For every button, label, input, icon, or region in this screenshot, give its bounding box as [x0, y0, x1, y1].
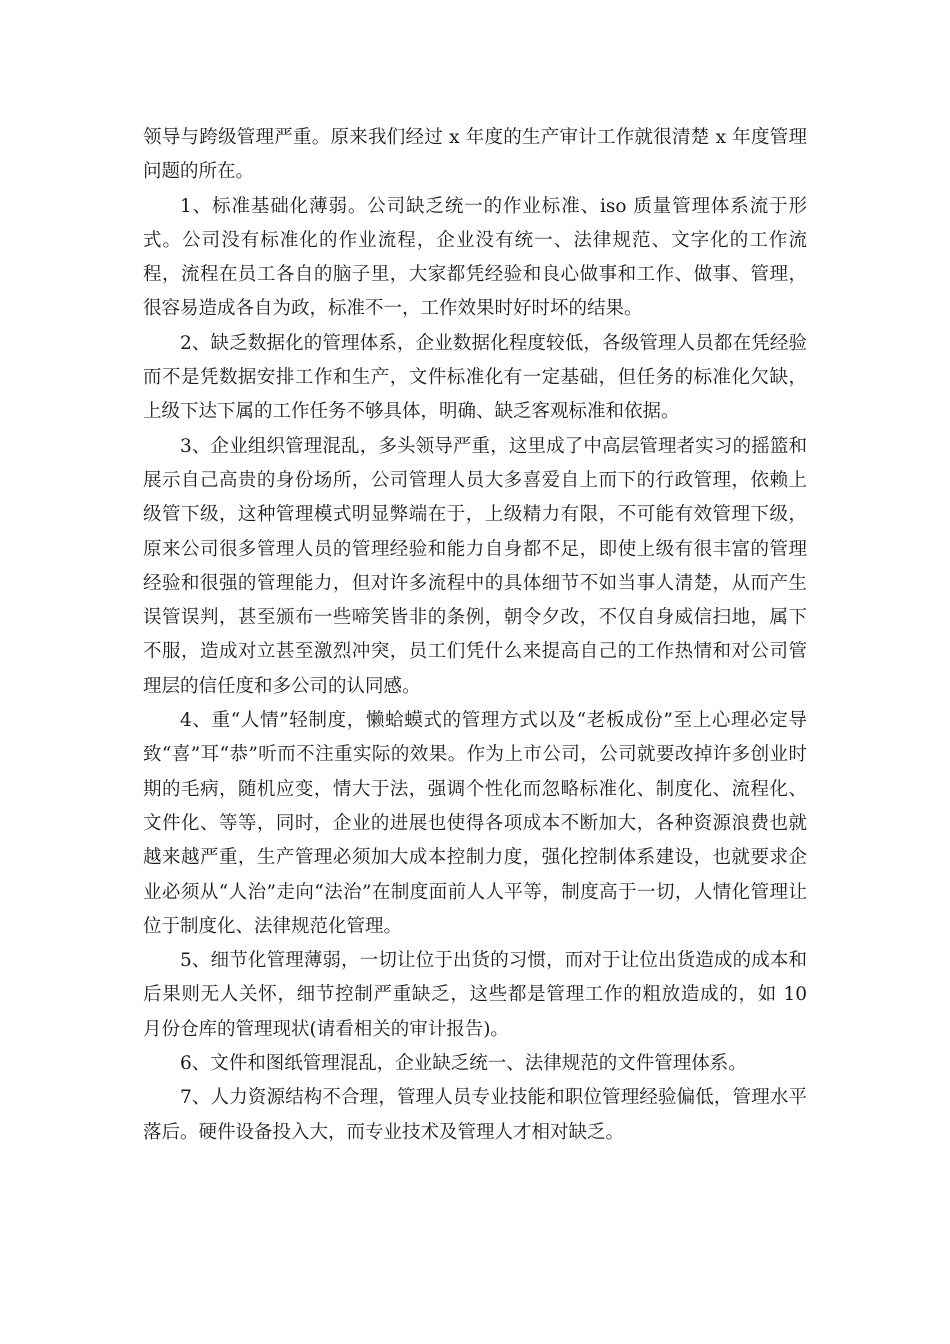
paragraph-item-2: 2、缺乏数据化的管理体系，企业数据化程度较低，各级管理人员都在凭经验而不是凭数据安排工作和生产，文件标准化有一定基础，但任务的标准化欠缺，上级下达下属的工作任务不够具体，明确、缺乏客观标准和依据。 — [143, 332, 807, 423]
paragraph-item-4: 4、重“人情”轻制度，懒蛤蟆式的管理方式以及“老板成份”至上心理必定导致“喜”耳“恭”听而不注重实际的效果。作为上市公司，公司就要改掉许多创业时期的毛病，随机应变，情大于法，强调个性化而忽略标准化、制度化、流程化、文件化、等等，同时，企业的进展也使得各项成本不断加大，各种资源浪费也就越来越严重，生产管理必须加大成本控制力度，强化控制体系建设，也就要求企业必须从“人治”走向“法治”在制度面前人人平等，制度高于一切，人情化管理让位于制度化、法律规范化管理。 — [143, 710, 807, 937]
paragraph-continuation: 领导与跨级管理严重。原来我们经过 x 年度的生产审计工作就很清楚 x 年度管理问题的所在。 — [143, 127, 807, 183]
paragraph-item-1: 1、标准基础化薄弱。公司缺乏统一的作业标准、iso 质量管理体系流于形式。公司没有标准化的作业流程，企业没有统一、法律规范、文字化的工作流程，流程在员工各自的脑子里，大家都凭经验和良心做事和工作、做事、管理，很容易造成各自为政，标准不一，工作效果时好时坏的结果。 — [143, 195, 807, 320]
document-body — [143, 121, 807, 1150]
paragraph-item-7: 7、人力资源结构不合理，管理人员专业技能和职位管理经验偏低，管理水平落后。硬件设备投入大，而专业技术及管理人才相对缺乏。 — [143, 1087, 807, 1143]
paragraph-item-5: 5、细节化管理薄弱，一切让位于出货的习惯，而对于让位出货造成的成本和后果则无人关怀，细节控制严重缺乏，这些都是管理工作的粗放造成的，如 10 月份仓库的管理现状(请看相关的审计报告)。 — [143, 950, 807, 1040]
paragraph-item-6: 6、文件和图纸管理混乱，企业缺乏统一、法律规范的文件管理体系。 — [180, 1053, 747, 1075]
paragraph-item-3: 3、企业组织管理混乱，多头领导严重，这里成了中高层管理者实习的摇篮和展示自己高贵的身份场所，公司管理人员大多喜爱自上而下的行政管理，依赖上级管下级，这种管理模式明显弊端在于，上级精力有限，不可能有效管理下级，原来公司很多管理人员的管理经验和能力自身都不足，即使上级有很丰富的管理经验和很强的管理能力，但对许多流程中的具体细节不如当事人清楚，从而产生误管误判，甚至颁布一些啼笑皆非的条例，朝令夕改，不仅自身威信扫地，属下不服，造成对立甚至激烈冲突，员工们凭什么来提高自己的工作热情和对公司管理层的信任度和多公司的认同感。 — [143, 435, 807, 697]
